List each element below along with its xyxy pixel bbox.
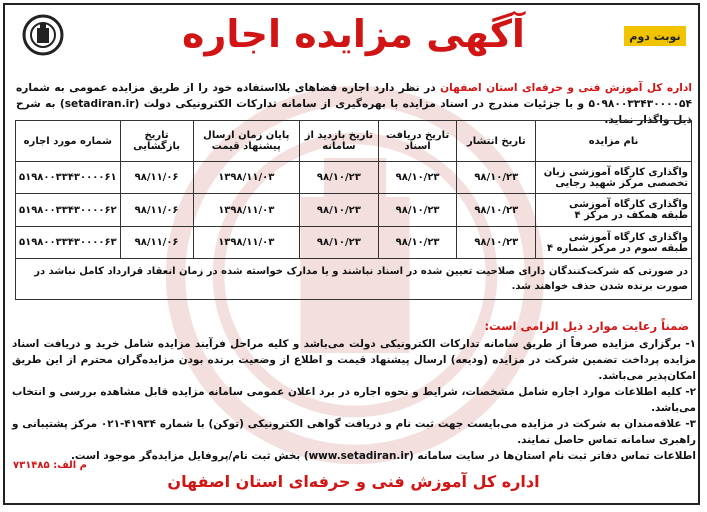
- cell-lease-number: ۵۱۹۸۰۰۳۳۴۳۰۰۰۰۶۲: [16, 194, 121, 226]
- cell-lease-number: ۵۱۹۸۰۰۳۳۴۳۰۰۰۰۶۳: [16, 226, 121, 258]
- cell-opening-date: ۹۸/۱۱/۰۶: [120, 162, 193, 194]
- cell-publish-date: ۹۸/۱۰/۲۳: [457, 194, 536, 226]
- cell-receive-docs-date: ۹۸/۱۰/۲۳: [378, 162, 457, 194]
- intro-organization: اداره کل آموزش فنی و حرفه‌ای استان اصفهان: [440, 82, 692, 94]
- table-note-row: [16, 259, 692, 300]
- notice-title: آگهی مزایده اجاره: [182, 12, 525, 56]
- table-row: [16, 194, 692, 226]
- cell-auction-name: واگذاری کارگاه آموزشی زبان تخصصی مرکز شهید رجایی: [536, 162, 692, 194]
- cell-visit-date: ۹۸/۱۰/۲۳: [300, 226, 379, 258]
- conditions-list: [12, 336, 696, 464]
- condition-item: ۲- کلیه اطلاعات موارد اجاره شامل مشخصات، شرایط و نحوه اجاره در برد اعلان عمومی سامانه مزایده قابل مشاهده بررسی و انتخاب می‌باشد.: [12, 386, 696, 414]
- cell-receive-docs-date: ۹۸/۱۰/۲۳: [378, 194, 457, 226]
- header-bid-deadline: پایان زمان ارسال پیشنهاد قیمت: [193, 121, 300, 162]
- header-receive-docs-date: تاریخ دریافت اسناد: [378, 121, 457, 162]
- conditions-title: ضمناً رعایت موارد ذیل الزامی است:: [484, 319, 689, 333]
- intro-text: در نظر دارد اجاره فضاهای بلااستفاده خود را از طریق مزایده عمومی به شماره ۵۰۹۸۰۰۳۳۴۳۰۰۰۰۵۴ و با جزئیات مندرج در اسناد مزایده با بهره‌گیری از سامانه تدارکات الکترونیکی دولت (setadiran.ir) به شرح ذیل واگذار نماید.: [16, 82, 692, 126]
- condition-item: ۱- برگزاری مزایده صرفاً از طریق سامانه تدارکات الکترونیکی دولت می‌باشد و کلیه مراحل فرآیند مزایده شامل خرید و دریافت اسناد مزایده پرداخت تضمین شرکت در مزایده (ودیعه) ارسال پیشنهاد قیمت و اطلاع از وضعیت برنده بودن مزایده‌گران محترم از این طریق امکان‌پذیر می‌باشد.: [12, 338, 696, 382]
- table-note: در صورتی که شرکت‌کنندگان دارای صلاحیت تعیین شده در اسناد نباشند و یا مدارک خواسته شده در زمان انعقاد قرارداد کامل نباشد در صورت برنده شدن حذف خواهند شد.: [16, 259, 692, 300]
- reference-number: م الف: ۷۳۱۴۸۵: [13, 460, 88, 471]
- cell-opening-date: ۹۸/۱۱/۰۶: [120, 194, 193, 226]
- header-lease-number: شماره مورد اجاره: [16, 121, 121, 162]
- cell-bid-deadline: ۱۳۹۸/۱۱/۰۳: [193, 226, 300, 258]
- header-visit-date: تاریخ بازدید از سامانه: [300, 121, 379, 162]
- auction-table: [15, 120, 692, 300]
- second-round-badge: نوبت دوم: [624, 26, 686, 46]
- cell-publish-date: ۹۸/۱۰/۲۳: [457, 226, 536, 258]
- cell-bid-deadline: ۱۳۹۸/۱۱/۰۳: [193, 162, 300, 194]
- table-row: [16, 162, 692, 194]
- table-row: [16, 226, 692, 258]
- cell-visit-date: ۹۸/۱۰/۲۳: [300, 194, 379, 226]
- cell-bid-deadline: ۱۳۹۸/۱۱/۰۳: [193, 194, 300, 226]
- cell-opening-date: ۹۸/۱۱/۰۶: [120, 226, 193, 258]
- cell-lease-number: ۵۱۹۸۰۰۳۳۴۳۰۰۰۰۶۱: [16, 162, 121, 194]
- cell-auction-name: واگذاری کارگاه آموزشی طبقه همکف در مرکز ۴: [536, 194, 692, 226]
- header-auction-name: نام مزایده: [536, 121, 692, 162]
- cell-visit-date: ۹۸/۱۰/۲۳: [300, 162, 379, 194]
- header-publish-date: تاریخ انتشار: [457, 121, 536, 162]
- table-header-row: [16, 121, 692, 162]
- footer-organization: اداره کل آموزش فنی و حرفه‌ای استان اصفهان: [167, 472, 540, 491]
- cell-publish-date: ۹۸/۱۰/۲۳: [457, 162, 536, 194]
- cell-auction-name: واگذاری کارگاه آموزشی طبقه سوم در مرکز شماره ۴: [536, 226, 692, 258]
- condition-item: ۳- علاقه‌مندان به شرکت در مزایده می‌بایست جهت ثبت نام و دریافت گواهی الکترونیکی (توکن) با شماره ۴۱۹۳۴-۰۲۱ مرکز پشتیبانی و راهبری سامانه تماس حاصل نمایند.: [12, 418, 696, 446]
- condition-item: اطلاعات تماس دفاتر ثبت نام استان‌ها در سایت سامانه (www.setadiran.ir) بخش ثبت نام/پروفایل مزایده‌گر موجود است.: [70, 450, 696, 462]
- cell-receive-docs-date: ۹۸/۱۰/۲۳: [378, 226, 457, 258]
- header-opening-date: تاریخ بازگشایی: [120, 121, 193, 162]
